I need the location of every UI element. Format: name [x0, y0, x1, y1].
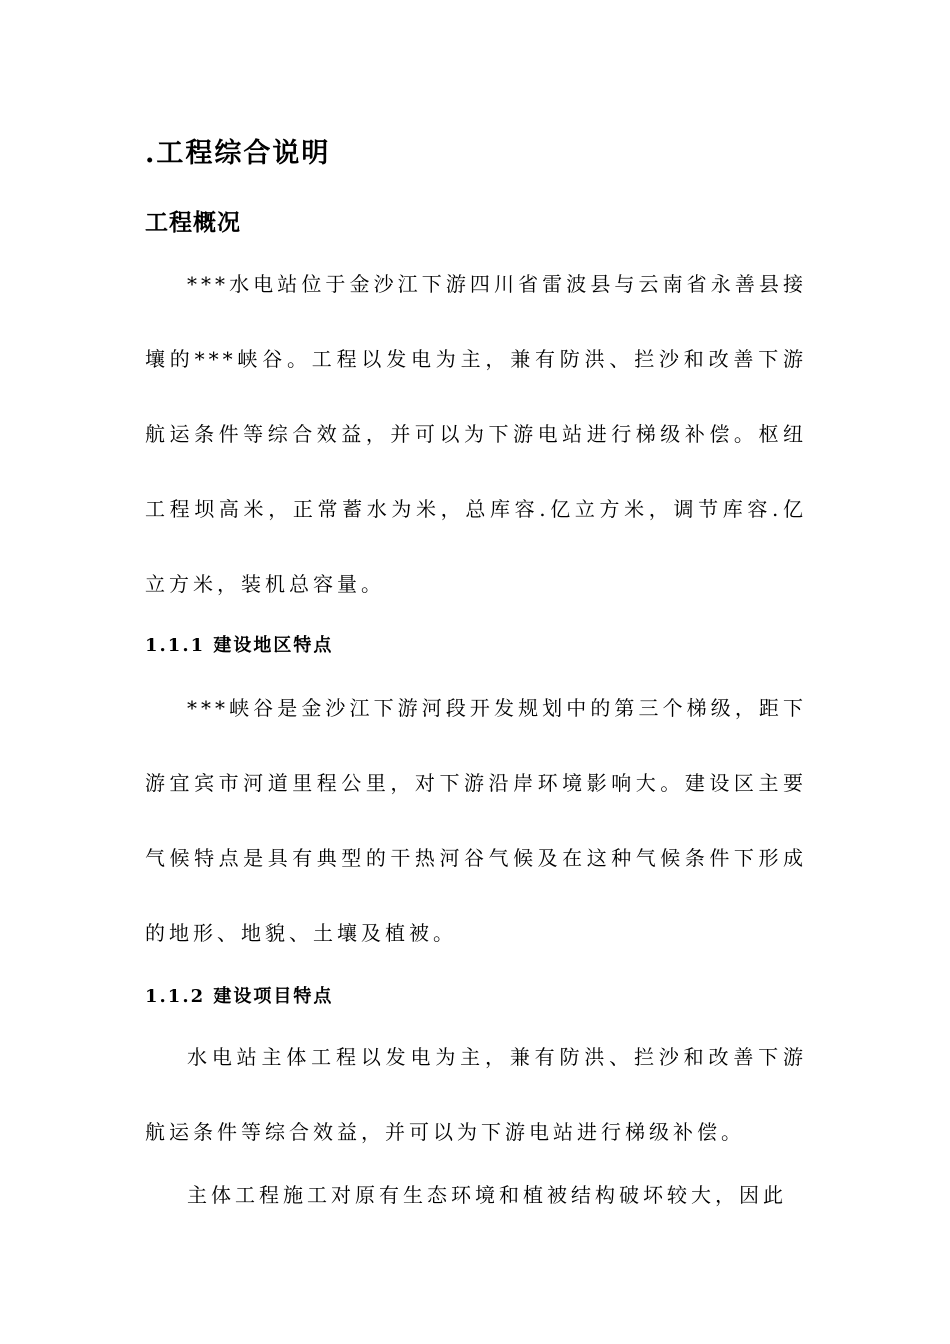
subsection-1-1-2-paragraph-2: 主体工程施工对原有生态环境和植被结构破坏较大，因此	[187, 1183, 787, 1207]
subsection-1-1-1-paragraph: ***峡谷是金沙江下游河段开发规划中的第三个梯级，距下游宜宾市河道里程公里，对下游沿岸环境影响大。建设区主要气候特点是具有典型的干热河谷气候及在这种气候条件下形成的地形、地貌、土壤及植被。	[145, 696, 807, 945]
subsection-1-1-2-paragraph-1: 水电站主体工程以发电为主，兼有防洪、拦沙和改善下游航运条件等综合效益，并可以为下游电站进行梯级补偿。	[145, 1045, 807, 1144]
subsection-heading-1-1-1: 1.1.1 建设地区特点	[145, 635, 334, 656]
section-heading: 工程概况	[145, 209, 241, 236]
subsection-heading-1-1-2: 1.1.2 建设项目特点	[145, 986, 334, 1007]
document-title: .工程综合说明	[145, 138, 331, 169]
intro-paragraph: ***水电站位于金沙江下游四川省雷波县与云南省永善县接壤的***峡谷。工程以发电为主，兼有防洪、拦沙和改善下游航运条件等综合效益，并可以为下游电站进行梯级补偿。枢纽工程坝高米，正常蓄水为米，总库容.亿立方米，调节库容.亿立方米，装机总容量。	[145, 272, 807, 596]
